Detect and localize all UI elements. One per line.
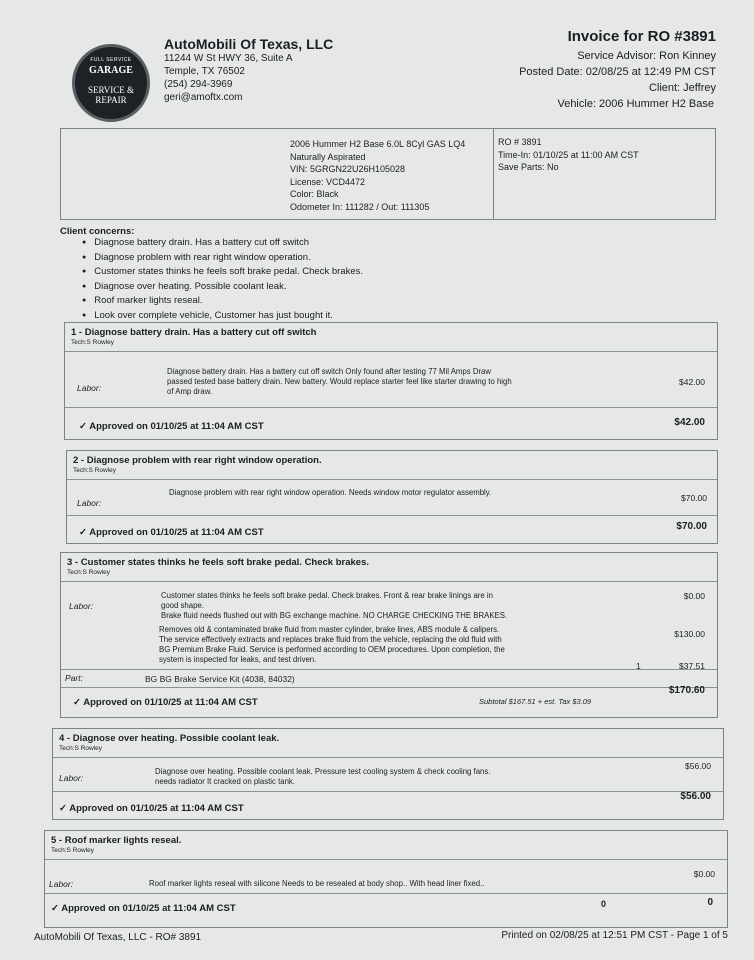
desc-line: The service effectively extracts and replaces brake fluid from the vehicle, replacing the old fluid with (159, 635, 502, 644)
labor-description (149, 879, 484, 889)
company-address: 11244 W St HWY 36, Suite A (164, 53, 293, 64)
part-amount: $37.51 (679, 661, 705, 671)
row-divider (61, 687, 717, 688)
save-parts: Save Parts: No (498, 162, 559, 172)
labor-label: Labor: (77, 383, 102, 393)
job-title: 4 - Diagnose over heating. Possible coolant leak. (59, 733, 280, 744)
vehicle-aspiration: Naturally Aspirated (290, 151, 366, 162)
job-header (61, 553, 717, 582)
job-total: 0 (707, 897, 713, 908)
vehicle-details (290, 138, 465, 213)
desc-line: of Amp draw. (167, 387, 213, 396)
job-4 (52, 728, 724, 820)
part-description: BG BG Brake Service Kit (4038, 84032) (145, 674, 295, 684)
row-divider (67, 515, 717, 516)
labor-amount: $56.00 (685, 761, 711, 771)
desc-line: Diagnose problem with rear right window operation. Needs window motor regulator assembly. (169, 488, 492, 497)
job-total: $70.00 (676, 521, 707, 532)
vehicle-odometer: Odometer In: 111282 / Out: 111305 (290, 201, 430, 212)
job-tech: Tech:S Rowley (73, 467, 116, 474)
logo-top-text: FULL SERVICE (90, 57, 132, 63)
row-divider (53, 791, 723, 792)
labor-description-b (159, 625, 505, 665)
company-name: AutoMobili Of Texas, LLC (164, 36, 334, 52)
labor-label: Labor: (59, 773, 84, 783)
part-label: Part: (65, 673, 83, 683)
job-total: $170.60 (668, 685, 705, 696)
job-5 (44, 830, 728, 928)
job-header (45, 831, 727, 860)
labor-label: Labor: (49, 879, 74, 889)
job-header (53, 729, 723, 758)
approval-status: ✓ Approved on 01/10/25 at 11:04 AM CST (79, 527, 264, 538)
row-divider (61, 669, 717, 670)
labor-description (155, 767, 490, 787)
desc-line: Brake fluid needs flushed out with BG exchange machine. NO CHARGE CHECKING THE BRAKES. (161, 611, 508, 620)
desc-line: needs radiator It cracked on plastic tank. (155, 777, 295, 786)
desc-line: passed tested base battery drain. New battery. Would replace starter feel like starter drawing to high (167, 377, 512, 386)
labor-amount: $0.00 (693, 869, 715, 879)
client-concerns-list (96, 236, 363, 324)
desc-line: Roof marker lights reseal with silicone Needs to be resealed at body shop.. With head liner fixed.. (149, 879, 485, 888)
labor-label: Labor: (69, 601, 94, 611)
client-concerns-heading: Client concerns: (60, 226, 135, 237)
labor-amount-a: $0.00 (683, 591, 705, 601)
invoice-title: Invoice for RO #3891 (567, 28, 716, 45)
vehicle-vin: VIN: 5GRGN22U26H105028 (290, 164, 406, 174)
client-name: Client: Jeffrey (648, 82, 716, 94)
company-phone: (254) 294-3969 (164, 79, 233, 90)
labor-label: Labor: (77, 498, 102, 508)
row-divider (65, 407, 717, 408)
job-total: $42.00 (674, 417, 705, 428)
list-item: ● Diagnose problem with rear right window operation. (96, 251, 363, 266)
time-in: Time-In: 01/10/25 at 11:00 AM CST (498, 149, 639, 160)
labor-amount-b: $130.00 (674, 629, 705, 639)
list-item: ● Customer states thinks he feels soft brake pedal. Check brakes. (96, 265, 363, 280)
job-header (67, 451, 717, 480)
desc-line: Customer states thinks he feels soft brake pedal. Check brakes. Front & rear brake linings are in (161, 591, 493, 600)
row-divider (45, 893, 727, 894)
vehicle-license: License: VCD4472 (290, 176, 366, 187)
desc-line: Removes old & contaminated brake fluid from master cylinder, brake lines, ABS module & calipers. (159, 625, 500, 634)
desc-line: Diagnose battery drain. Has a battery cut off switch Only found after testing 77 Mil Amps Draw (167, 367, 492, 376)
vehicle-color: Color: Black (290, 189, 339, 199)
job-total: $56.00 (680, 791, 711, 802)
list-item: ● Look over complete vehicle, Customer has just bought it. (96, 309, 363, 324)
footer-left: AutoMobili Of Texas, LLC - RO# 3891 (34, 932, 202, 943)
job-title: 2 - Diagnose problem with rear right window operation. (73, 455, 322, 466)
job-mid-value: 0 (601, 899, 607, 909)
labor-amount: $70.00 (681, 493, 707, 503)
job-tech: Tech:S Rowley (59, 745, 102, 752)
approval-status: ✓ Approved on 01/10/25 at 11:04 AM CST (59, 803, 244, 814)
approval-status: ✓ Approved on 01/10/25 at 11:04 AM CST (79, 421, 264, 432)
desc-line: good shape. (161, 601, 204, 610)
job-2 (66, 450, 718, 544)
job-tech: Tech:S Rowley (51, 847, 94, 854)
job-tech: Tech:S Rowley (67, 569, 110, 576)
subtotal-tax: Subtotal $167.51 + est. Tax $3.09 (479, 697, 592, 706)
logo-bottom-text: SERVICE & REPAIR (87, 85, 135, 105)
job-title: 1 - Diagnose battery drain. Has a battery cut off switch (71, 327, 317, 338)
box-divider (493, 129, 494, 219)
job-1 (64, 322, 718, 440)
service-advisor: Service Advisor: Ron Kinney (577, 50, 716, 62)
labor-amount: $42.00 (679, 377, 705, 387)
labor-description (169, 488, 491, 498)
job-3 (60, 552, 718, 718)
job-title: 5 - Roof marker lights reseal. (51, 835, 182, 846)
job-tech: Tech:S Rowley (71, 339, 114, 346)
footer-right: Printed on 02/08/25 at 12:51 PM CST - Page 1 of 5 (501, 930, 728, 941)
ro-number: RO # 3891 (498, 137, 542, 147)
desc-line: BG Premium Brake Fluid. Service is performed according to OEM procedures. Upon completion, the (159, 645, 505, 654)
desc-line: system is inspected for leaks, and test driven. (159, 655, 317, 664)
company-email: geri@amoftx.com (164, 92, 243, 103)
logo-main-text: GARAGE (89, 65, 133, 76)
job-header (65, 323, 717, 352)
garage-logo (72, 44, 150, 122)
vehicle-model: 2006 Hummer H2 Base 6.0L 8Cyl GAS LQ4 (290, 139, 466, 149)
part-qty: 1 (636, 661, 641, 671)
desc-line: Diagnose over heating. Possible coolant leak. Pressure test cooling system & check cooling fans. (155, 767, 491, 776)
labor-description (167, 367, 512, 397)
list-item: ● Diagnose over heating. Possible coolant leak. (96, 280, 363, 295)
approval-status: ✓ Approved on 01/10/25 at 11:04 AM CST (51, 903, 236, 914)
approval-status: ✓ Approved on 01/10/25 at 11:04 AM CST (73, 697, 258, 708)
posted-date: Posted Date: 02/08/25 at 12:49 PM CST (519, 66, 716, 78)
list-item: ● Diagnose battery drain. Has a battery cut off switch (96, 236, 363, 251)
list-item: ● Roof marker lights reseal. (96, 294, 363, 309)
vehicle-summary: Vehicle: 2006 Hummer H2 Base (557, 98, 714, 110)
labor-description-a (161, 591, 507, 621)
ro-details (498, 136, 639, 174)
company-city: Temple, TX 76502 (164, 66, 245, 77)
job-title: 3 - Customer states thinks he feels soft brake pedal. Check brakes. (67, 557, 370, 568)
